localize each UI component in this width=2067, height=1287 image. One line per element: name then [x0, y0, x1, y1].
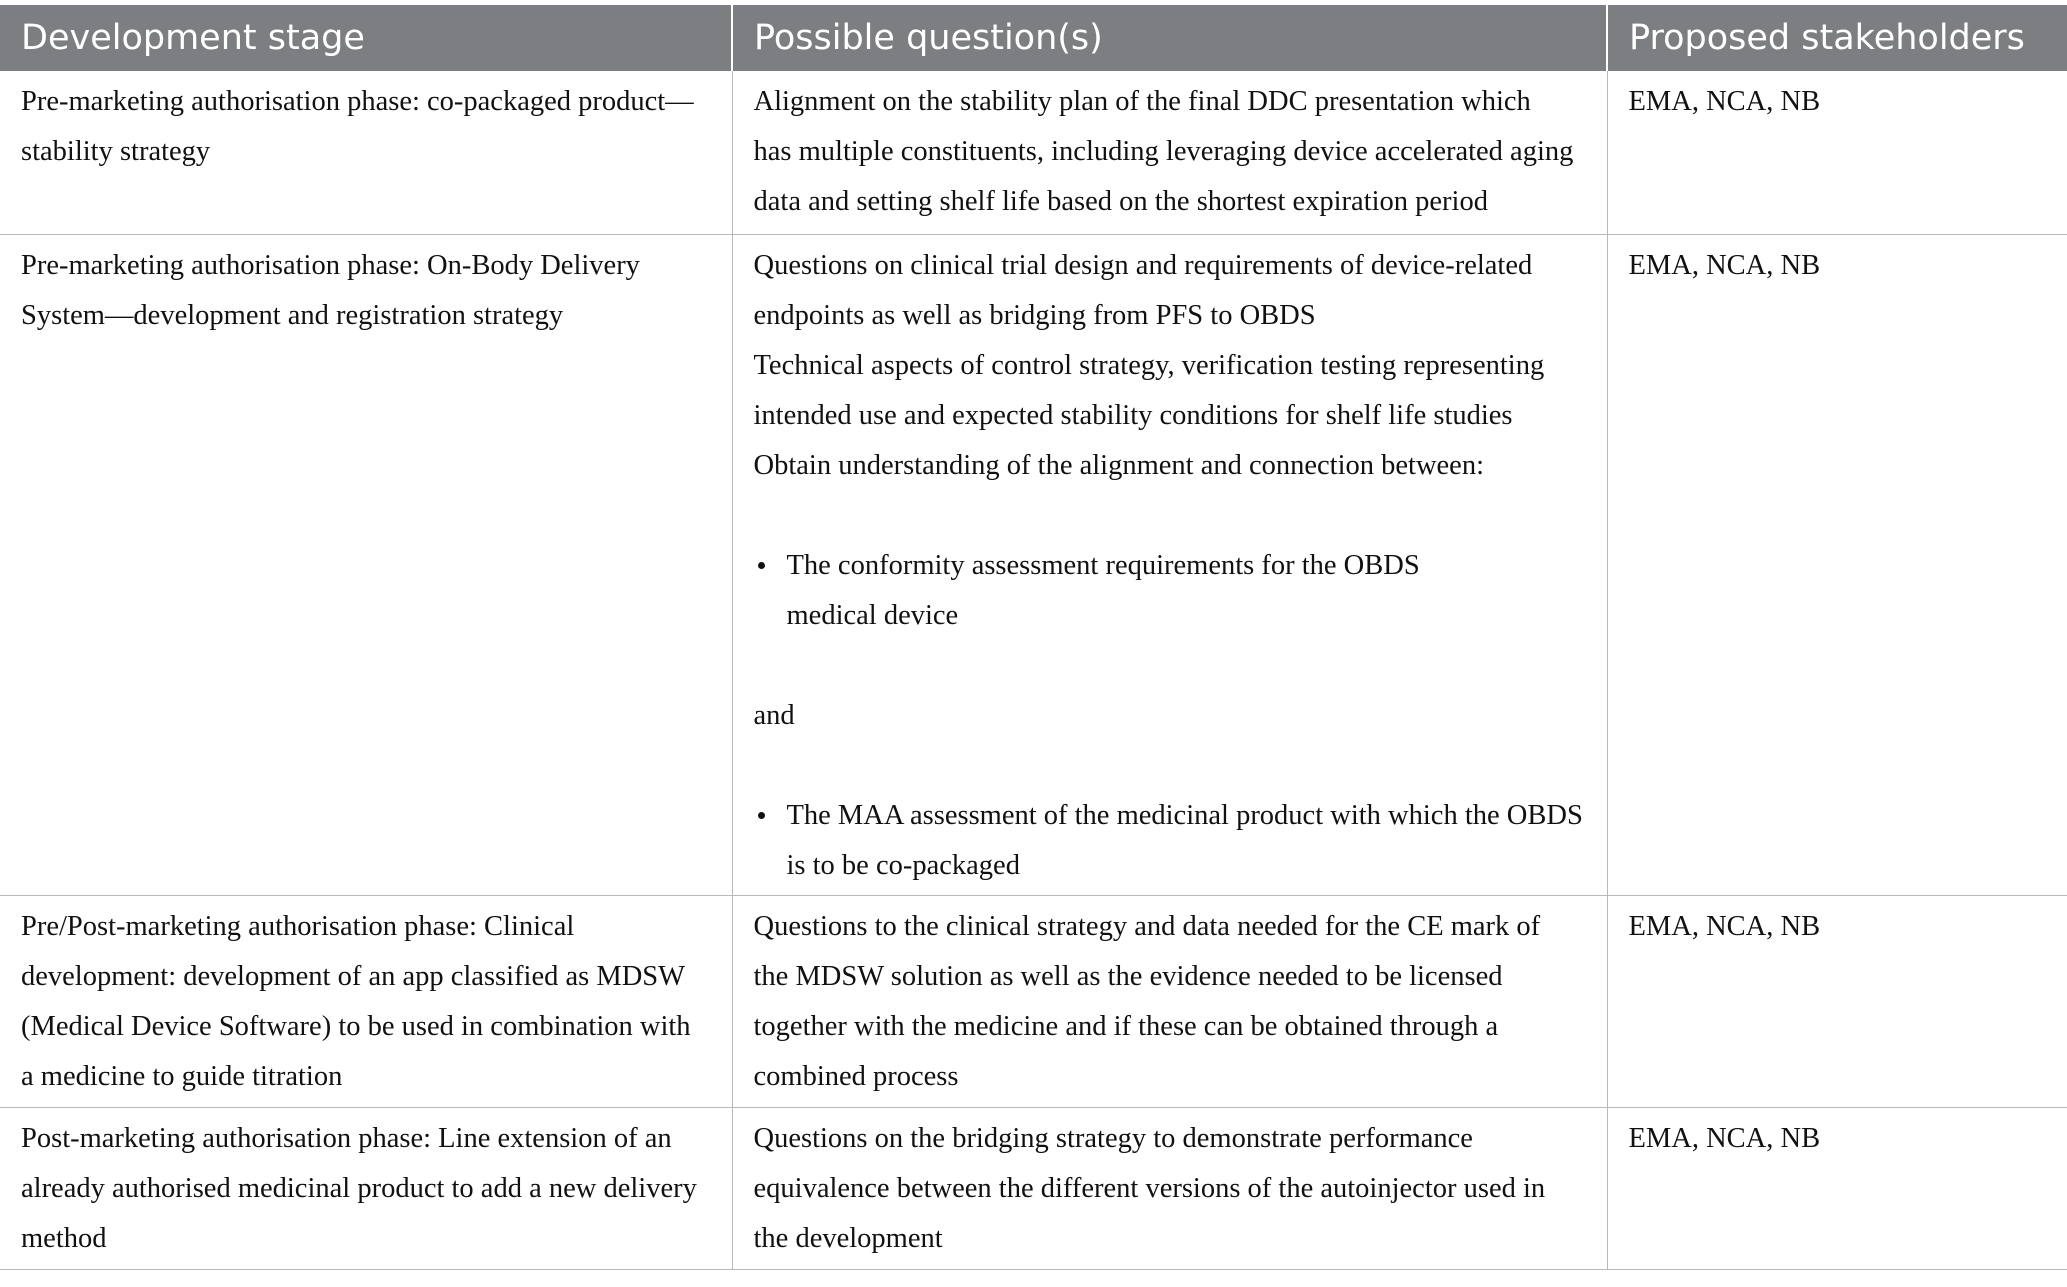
- cell-text-line: data and setting shelf life based on the shortest expiration period: [753, 186, 1488, 217]
- header-row: [0, 5, 2067, 71]
- cell-text-line: Technical aspects of control strategy, verification testing representing: [753, 349, 1545, 381]
- cell-text-line: Alignment on the stability plan of the final DDC presentation which: [753, 86, 1531, 117]
- table-row: [0, 1107, 2067, 1269]
- possible-questions-cell: [732, 895, 1607, 1107]
- cell-text-line: Obtain understanding of the alignment and connection between:: [753, 449, 1484, 481]
- development-stage-cell: [0, 895, 732, 1107]
- table-row: [0, 71, 2067, 234]
- stakeholders-text: EMA, NCA, NB: [1628, 86, 1821, 117]
- cell-text-line: medical device: [786, 599, 959, 631]
- table-row: [0, 895, 2067, 1107]
- cell-text-line: The conformity assessment requirements for the OBDS: [786, 549, 1420, 581]
- cell-text-line: Questions on clinical trial design and requirements of device-related: [753, 249, 1533, 281]
- paragraph-gap: [754, 741, 1589, 791]
- header-development-stage: Development stage: [0, 5, 732, 71]
- stakeholders-cell: [1607, 1107, 2067, 1269]
- cell-text-line: the MDSW solution as well as the evidence needed to be licensed: [753, 960, 1503, 992]
- cell-text-line: development: development of an app classified as MDSW: [21, 960, 686, 992]
- cell-text-line: is to be co-packaged: [786, 849, 1020, 881]
- header-proposed-stakeholders: Proposed stakeholders: [1607, 5, 2067, 71]
- cell-text-line: endpoints as well as bridging from PFS to OBDS: [753, 299, 1316, 331]
- cell-text-line: The MAA assessment of the medicinal product with which the OBDS: [786, 799, 1583, 831]
- paragraph-gap: [754, 641, 1589, 691]
- cell-text-line: a medicine to guide titration: [21, 1060, 343, 1092]
- cell-text-line: stability strategy: [21, 136, 211, 167]
- header-possible-questions: Possible question(s): [732, 5, 1607, 71]
- table-row: [0, 234, 2067, 895]
- stakeholders-text: EMA, NCA, NB: [1628, 249, 1821, 281]
- bullet-item: [787, 791, 1589, 891]
- stakeholder-table: [0, 5, 2067, 1270]
- bullet-dot-icon: [758, 812, 765, 819]
- cell-text-line: Post-marketing authorisation phase: Line extension of an: [21, 1122, 672, 1154]
- development-stage-cell: [0, 1107, 732, 1269]
- bullet-dot-icon: [758, 562, 765, 569]
- development-stage-cell: [0, 234, 732, 895]
- stakeholders-cell: [1607, 71, 2067, 234]
- bullet-list: [754, 791, 1589, 891]
- cell-text-line: method: [21, 1222, 107, 1254]
- cell-text-line: System—development and registration strategy: [21, 299, 564, 331]
- possible-questions-cell: [732, 1107, 1607, 1269]
- cell-text-line: equivalence between the different versions of the autoinjector used in: [753, 1172, 1546, 1204]
- stakeholders-cell: [1607, 234, 2067, 895]
- cell-text-line: (Medical Device Software) to be used in combination with: [21, 1010, 691, 1042]
- cell-text-line: Pre/Post-marketing authorisation phase: Clinical: [21, 910, 575, 942]
- cell-text-line: combined process: [753, 1060, 959, 1092]
- cell-text-line: already authorised medicinal product to add a new delivery: [21, 1172, 697, 1204]
- possible-questions-cell: [732, 71, 1607, 234]
- cell-text-line: the development: [753, 1222, 943, 1254]
- stakeholders-text: EMA, NCA, NB: [1628, 910, 1821, 942]
- connector-text: and: [753, 699, 795, 731]
- cell-text-line: Questions on the bridging strategy to demonstrate performance: [753, 1122, 1473, 1154]
- cell-text-line: intended use and expected stability conditions for shelf life studies: [753, 399, 1513, 431]
- bullet-list: [754, 541, 1589, 641]
- possible-questions-cell: [732, 234, 1607, 895]
- development-stage-cell: [0, 71, 732, 234]
- cell-text-line: Pre-marketing authorisation phase: co-packaged product—: [21, 86, 694, 117]
- cell-text-line: has multiple constituents, including leveraging device accelerated aging: [753, 136, 1574, 167]
- cell-text-line: Questions to the clinical strategy and data needed for the CE mark of: [753, 910, 1541, 942]
- bullet-item: [787, 541, 1589, 641]
- cell-text-line: together with the medicine and if these can be obtained through a: [753, 1010, 1499, 1042]
- table-body: [0, 71, 2067, 1269]
- paragraph-gap: [754, 491, 1589, 541]
- stakeholders-text: EMA, NCA, NB: [1628, 1122, 1821, 1154]
- cell-text-line: Pre-marketing authorisation phase: On-Body Delivery: [21, 249, 640, 281]
- stakeholders-cell: [1607, 895, 2067, 1107]
- table-header: [0, 5, 2067, 71]
